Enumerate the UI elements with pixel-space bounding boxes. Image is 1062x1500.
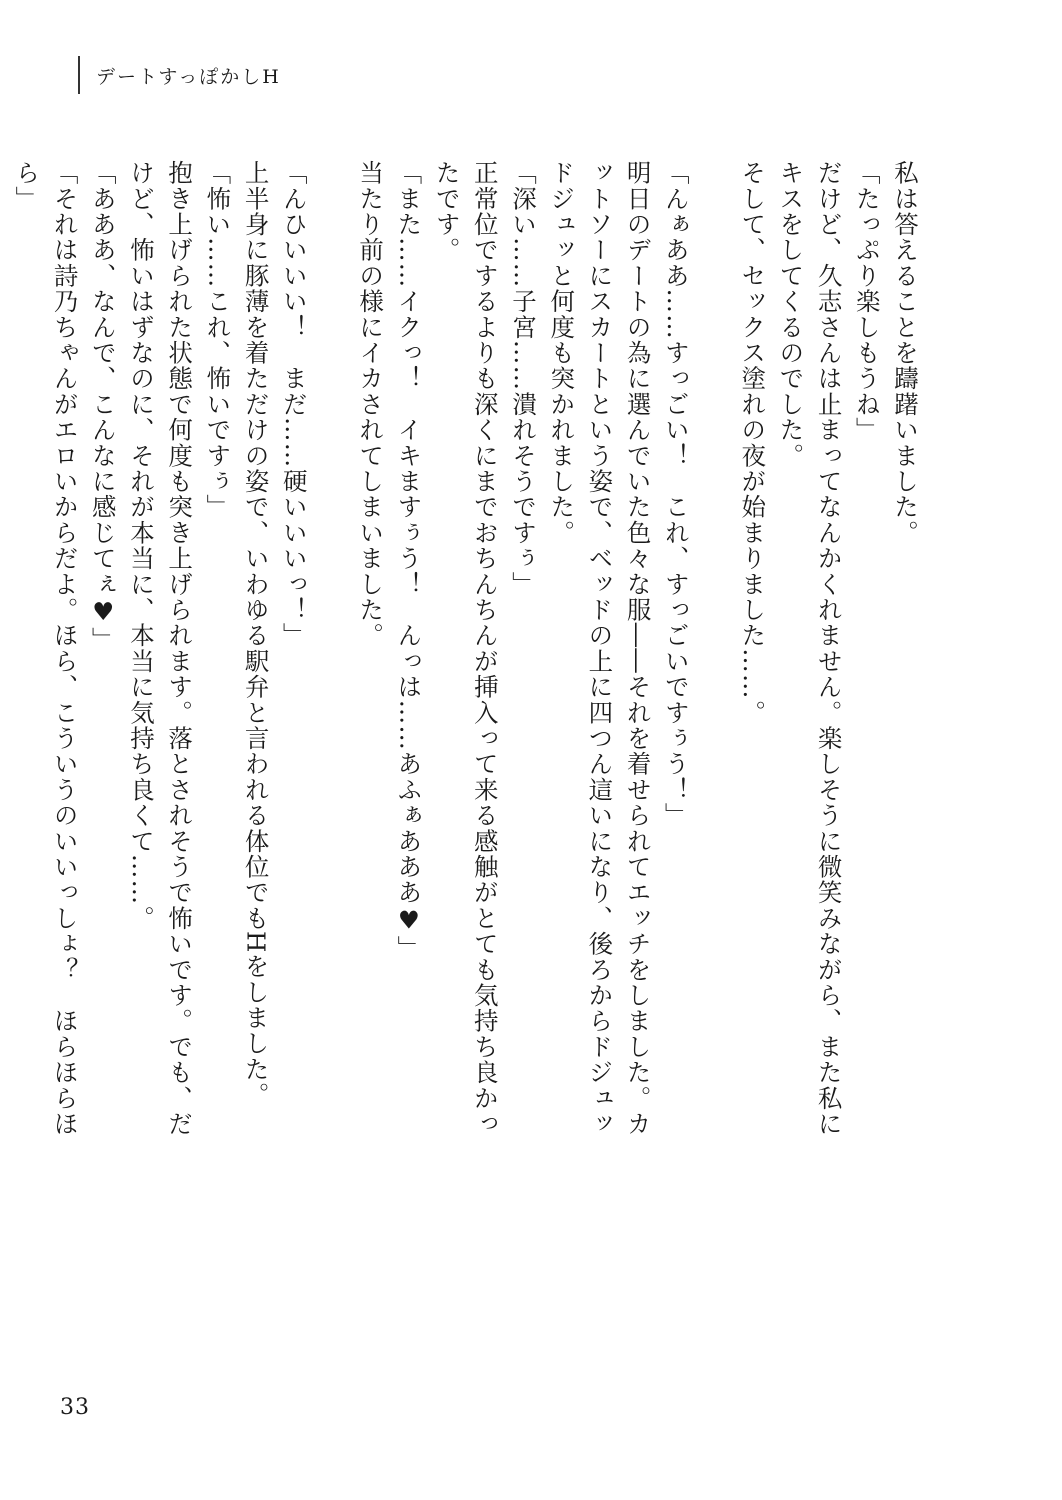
page-number: 33 <box>60 1395 90 1420</box>
running-header <box>78 56 281 94</box>
paragraph-14: 抱き上げられた状態で何度も突き上げられます。落とされそうで怖いです。でも、だけど、怖いはずなのに、それが本当に、本当に気持ち良くて……。 <box>126 160 195 1137</box>
paragraph-1: 私は答えることを躊躇いました。 <box>891 160 920 546</box>
vertical-body-text <box>7 160 924 1160</box>
paragraph-8: 正常位でするよりも深くにまでおちんちんが挿入って来る感触がとても気持ち良かったです。 <box>432 160 500 1137</box>
paragraph-10: 当たり前の様にイカされてしまいました。 <box>356 160 386 649</box>
paragraph-3: だけど、久志さんは止まってなんかくれません。楽しそうに微笑みながら、また私にキスをしてくるのでした。 <box>776 160 844 1137</box>
paragraph-16: 「それは詩乃ちゃんがエロいからだよ。ほら、こういうのいいっしょ？ ほらほらほら」 <box>12 160 80 1137</box>
paragraph-6: 明日のデートの為に選んでいた色々な服――それを着せられてエッチをしました。カットソーにスカートという姿で、ベッドの上に四つん這いになり、後ろからドジュッドジュッと何度も突かれました。 <box>547 160 653 1137</box>
paragraph-9: 「また……イクっ！ イキますぅう！ んっは……あふぁあああ♥」 <box>394 160 424 962</box>
paragraph-12: 上半身に豚薄を着ただけの姿で、いわゆる駅弁と言われる体位でもHをしました。 <box>241 160 271 1108</box>
paragraph-11: 「んひいいい！ まだ……硬いいいっ！」 <box>279 160 309 649</box>
blank-line <box>313 160 351 1160</box>
paragraph-2: 「たっぷり楽しもうね」 <box>852 160 882 443</box>
header-rule <box>78 56 80 94</box>
paragraph-7: 「深い……子宮……潰れそうですぅ」 <box>508 160 538 597</box>
paragraph-15: 「あああ、なんで、こんなに感じてぇ♥」 <box>88 160 118 653</box>
paragraph-13: 「怖い……これ、怖いですぅ」 <box>203 160 233 520</box>
paragraph-4: そして、セックス塗れの夜が始まりました……。 <box>738 160 768 726</box>
paragraph-5: 「んぁああ……すっごい！ これ、すっごいですぅう！」 <box>661 160 691 829</box>
chapter-title: デートすっぽかしH <box>96 65 281 88</box>
blank-line <box>695 160 733 1160</box>
